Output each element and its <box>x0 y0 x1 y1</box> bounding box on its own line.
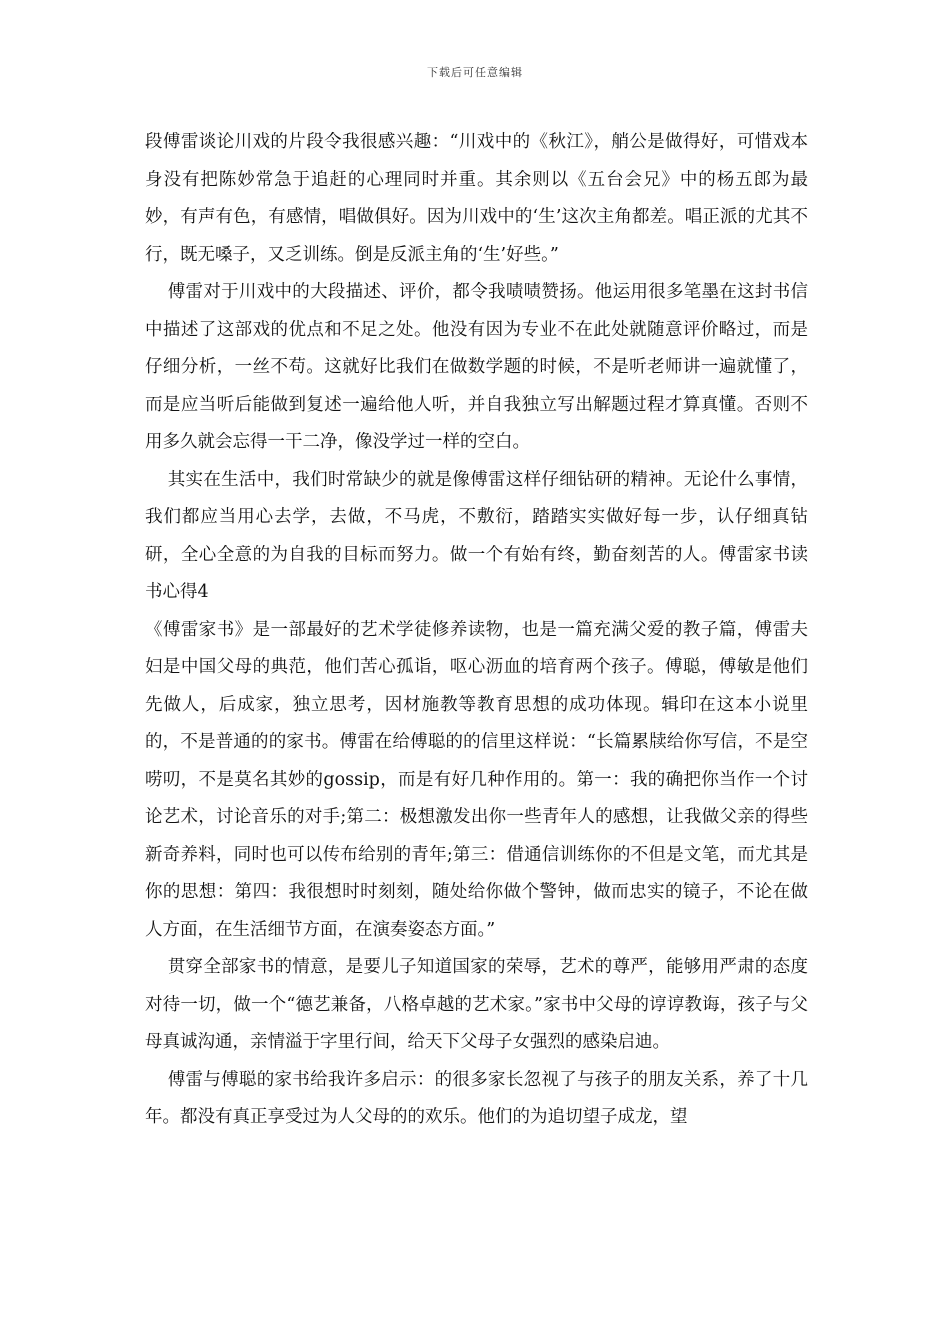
document-body <box>145 124 808 1137</box>
paragraph-6: 傅雷与傅聪的家书给我许多启示：的很多家长忽视了与孩子的朋友关系，养了十几年。都没有真正享受过为人父母的的欢乐。他们的为追切望子成龙，望 <box>145 1069 808 1127</box>
paragraph-4: 《傅雷家书》是一部最好的艺术学徒修养读物，也是一篇充满父爱的教子篇，傅雷夫妇是中国父母的典范，他们苦心孤诣，呕心沥血的培育两个孩子。傅聪，傅敏是他们先做人，后成家，独立思考，因材施教等教育思想的成功体现。辑印在这本小说里的，不是普通的的家书。傅雷在给傅聪的的信里这样说：“长篇累牍给你写信，不是空唠叨，不是莫名其妙的gossip，而是有好几种作用的。第一：我的确把你当作一个讨论艺术，讨论音乐的对手;第二：极想激发出你一些青年人的感想，让我做父亲的得些新奇养料，同时也可以传布给别的青年;第三：借通信训练你的不但是文笔，而尤其是你的思想：第四：我很想时时刻刻，随处给你做个警钟，做而忠实的镜子，不论在做人方面，在生活细节方面，在演奏姿态方面。” <box>145 619 808 940</box>
paragraph-3: 其实在生活中，我们时常缺少的就是像傅雷这样仔细钻研的精神。无论什么事情，我们都应当用心去学，去做，不马虎，不敷衍，踏踏实实做好每一步，认仔细真钻研，全心全意的为自我的目标而努力。做一个有始有终，勤奋刻苦的人。傅雷家书读书心得4 <box>145 469 808 602</box>
paragraph-2: 傅雷对于川戏中的大段描述、评价，都令我啧啧赞扬。他运用很多笔墨在这封书信中描述了这部戏的优点和不足之处。他没有因为专业不在此处就随意评价略过，而是仔细分析，一丝不苟。这就好比我们在做数学题的时候，不是听老师讲一遍就懂了，而是应当听后能做到复述一遍给他人听，并自我独立写出解题过程才算真懂。否则不用多久就会忘得一干二净，像没学过一样的空白。 <box>145 282 808 452</box>
paragraph-5: 贯穿全部家书的情意，是要儿子知道国家的荣辱，艺术的尊严，能够用严肃的态度对待一切，做一个“德艺兼备，八格卓越的艺术家。”家书中父母的谆谆教诲，孩子与父母真诚沟通，亲情溢于字里行间，给天下父母子女强烈的感染启迪。 <box>145 957 808 1052</box>
paragraph-1: 段傅雷谈论川戏的片段令我很感兴趣：“川戏中的《秋江》，艄公是做得好，可惜戏本身没有把陈妙常急于追赶的心理同时并重。其余则以《五台会兄》中的杨五郎为最妙，有声有色，有感情，唱做俱好。因为川戏中的‘生’这次主角都差。唱正派的尤其不行，既无嗓子，又乏训练。倒是反派主角的‘生’好些。” <box>145 132 808 265</box>
page-header-note: 下载后可任意编辑 <box>427 66 523 79</box>
